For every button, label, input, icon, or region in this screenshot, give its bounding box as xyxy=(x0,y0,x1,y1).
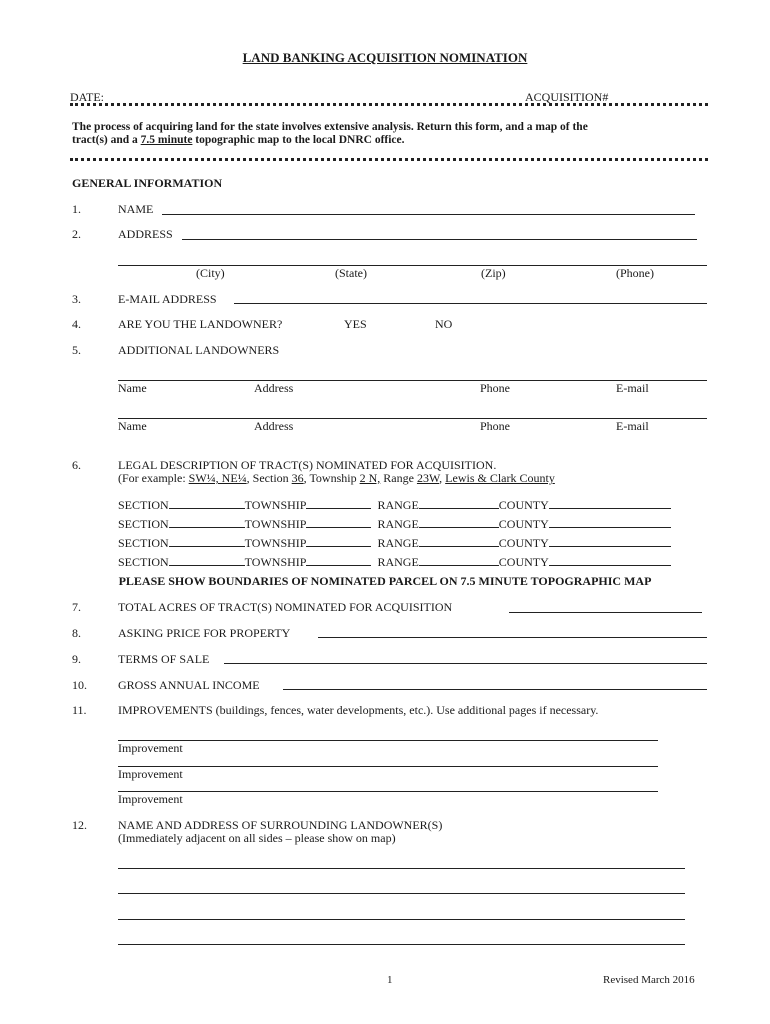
section-field[interactable] xyxy=(169,516,245,528)
address-field[interactable] xyxy=(182,239,697,240)
range-field[interactable] xyxy=(419,554,499,566)
range-field[interactable] xyxy=(419,516,499,528)
city-caption: (City) xyxy=(196,266,225,280)
item-number: 5. xyxy=(72,343,81,357)
range-field[interactable] xyxy=(419,497,499,509)
county-label: COUNTY xyxy=(498,536,549,550)
township-label: TOWNSHIP xyxy=(244,555,307,569)
item-number: 2. xyxy=(72,227,81,241)
surrounding-label: NAME AND ADDRESS OF SURROUNDING LANDOWNER(S) xyxy=(118,818,443,832)
asking-price-label: ASKING PRICE FOR PROPERTY xyxy=(118,626,291,640)
item-number: 12. xyxy=(72,818,87,832)
name-field[interactable] xyxy=(162,214,695,215)
revision-date: Revised March 2016 xyxy=(603,974,695,986)
item-number: 8. xyxy=(72,626,81,640)
no-option[interactable]: NO xyxy=(435,317,453,331)
boundaries-instruction: PLEASE SHOW BOUNDARIES OF NOMINATED PARCEL ON 7.5 MINUTE TOPOGRAPHIC MAP xyxy=(118,574,652,588)
asking-price-field[interactable] xyxy=(318,637,707,638)
item-number: 6. xyxy=(72,458,81,472)
col-phone: Phone xyxy=(480,419,510,433)
range-label: RANGE xyxy=(377,498,419,512)
acres-field[interactable] xyxy=(509,612,702,613)
email-label: E-MAIL ADDRESS xyxy=(118,292,217,306)
email-field[interactable] xyxy=(234,303,707,304)
name-label: NAME xyxy=(118,202,154,216)
county-label: COUNTY xyxy=(498,555,549,569)
township-label: TOWNSHIP xyxy=(244,517,307,531)
phone-caption: (Phone) xyxy=(616,266,654,280)
item-number: 10. xyxy=(72,678,87,692)
range-label: RANGE xyxy=(377,517,419,531)
county-field[interactable] xyxy=(549,497,671,509)
additional-landowners-label: ADDITIONAL LANDOWNERS xyxy=(118,343,280,357)
township-field[interactable] xyxy=(306,497,371,509)
item-number: 1. xyxy=(72,202,81,216)
zip-caption: (Zip) xyxy=(481,266,506,280)
improvement-field[interactable] xyxy=(118,740,658,741)
income-field[interactable] xyxy=(283,689,707,690)
township-field[interactable] xyxy=(306,535,371,547)
improvement-field[interactable] xyxy=(118,791,658,792)
section-label: SECTION xyxy=(118,555,169,569)
surrounding-sublabel: (Immediately adjacent on all sides – please show on map) xyxy=(118,831,396,845)
landowner-question: ARE YOU THE LANDOWNER? xyxy=(118,317,283,331)
section-field[interactable] xyxy=(169,497,245,509)
range-label: RANGE xyxy=(377,536,419,550)
terms-field[interactable] xyxy=(224,663,707,664)
general-heading: GENERAL INFORMATION xyxy=(72,176,223,190)
county-field[interactable] xyxy=(549,516,671,528)
range-label: RANGE xyxy=(377,555,419,569)
improvement-caption: Improvement xyxy=(118,741,183,755)
income-label: GROSS ANNUAL INCOME xyxy=(118,678,260,692)
township-label: TOWNSHIP xyxy=(244,498,307,512)
intro-line-1: The process of acquiring land for the state involves extensive analysis. Return this form, and a map of the xyxy=(72,121,588,133)
surrounding-field[interactable] xyxy=(118,919,685,920)
terms-label: TERMS OF SALE xyxy=(118,652,210,666)
section-label: SECTION xyxy=(118,536,169,550)
range-field[interactable] xyxy=(419,535,499,547)
address-label: ADDRESS xyxy=(118,227,173,241)
item-number: 4. xyxy=(72,317,81,331)
acres-label: TOTAL ACRES OF TRACT(S) NOMINATED FOR ACQUISITION xyxy=(118,600,453,614)
improvement-caption: Improvement xyxy=(118,767,183,781)
state-caption: (State) xyxy=(335,266,367,280)
item-number: 11. xyxy=(72,703,87,717)
dotted-divider xyxy=(70,158,708,161)
date-label: DATE: xyxy=(70,90,104,104)
form-title: LAND BANKING ACQUISITION NOMINATION xyxy=(242,50,528,65)
surrounding-field[interactable] xyxy=(118,944,685,945)
acquisition-label: ACQUISITION# xyxy=(525,90,609,104)
col-address: Address xyxy=(254,381,294,395)
improvements-label: IMPROVEMENTS (buildings, fences, water developments, etc.). Use additional pages if necessary. xyxy=(118,703,599,717)
item-number: 9. xyxy=(72,652,81,666)
intro-line-2: tract(s) and a 7.5 minute topographic map to the local DNRC office. xyxy=(72,134,405,146)
item-number: 7. xyxy=(72,600,81,614)
county-label: COUNTY xyxy=(498,517,549,531)
section-field[interactable] xyxy=(169,554,245,566)
surrounding-field[interactable] xyxy=(118,868,685,869)
col-name: Name xyxy=(118,419,147,433)
county-field[interactable] xyxy=(549,535,671,547)
yes-option[interactable]: YES xyxy=(344,317,367,331)
col-phone: Phone xyxy=(480,381,510,395)
col-email: E-mail xyxy=(616,419,649,433)
dotted-divider xyxy=(70,103,708,106)
legal-row xyxy=(118,516,671,532)
item-number: 3. xyxy=(72,292,81,306)
surrounding-field[interactable] xyxy=(118,893,685,894)
township-field[interactable] xyxy=(306,516,371,528)
township-field[interactable] xyxy=(306,554,371,566)
improvement-field[interactable] xyxy=(118,766,658,767)
col-address: Address xyxy=(254,419,294,433)
county-label: COUNTY xyxy=(498,498,549,512)
legal-row xyxy=(118,554,671,570)
legal-row xyxy=(118,535,671,551)
township-label: TOWNSHIP xyxy=(244,536,307,550)
legal-row xyxy=(118,497,671,513)
section-label: SECTION xyxy=(118,498,169,512)
county-field[interactable] xyxy=(549,554,671,566)
section-field[interactable] xyxy=(169,535,245,547)
section-label: SECTION xyxy=(118,517,169,531)
legal-description-label: LEGAL DESCRIPTION OF TRACT(S) NOMINATED FOR ACQUISITION. xyxy=(118,458,497,472)
col-name: Name xyxy=(118,381,147,395)
page-number: 1 xyxy=(387,974,393,986)
col-email: E-mail xyxy=(616,381,649,395)
legal-example: (For example: SW¼, NE¼, Section 36, Township 2 N, Range 23W, Lewis & Clark County xyxy=(118,471,555,485)
improvement-caption: Improvement xyxy=(118,792,183,806)
